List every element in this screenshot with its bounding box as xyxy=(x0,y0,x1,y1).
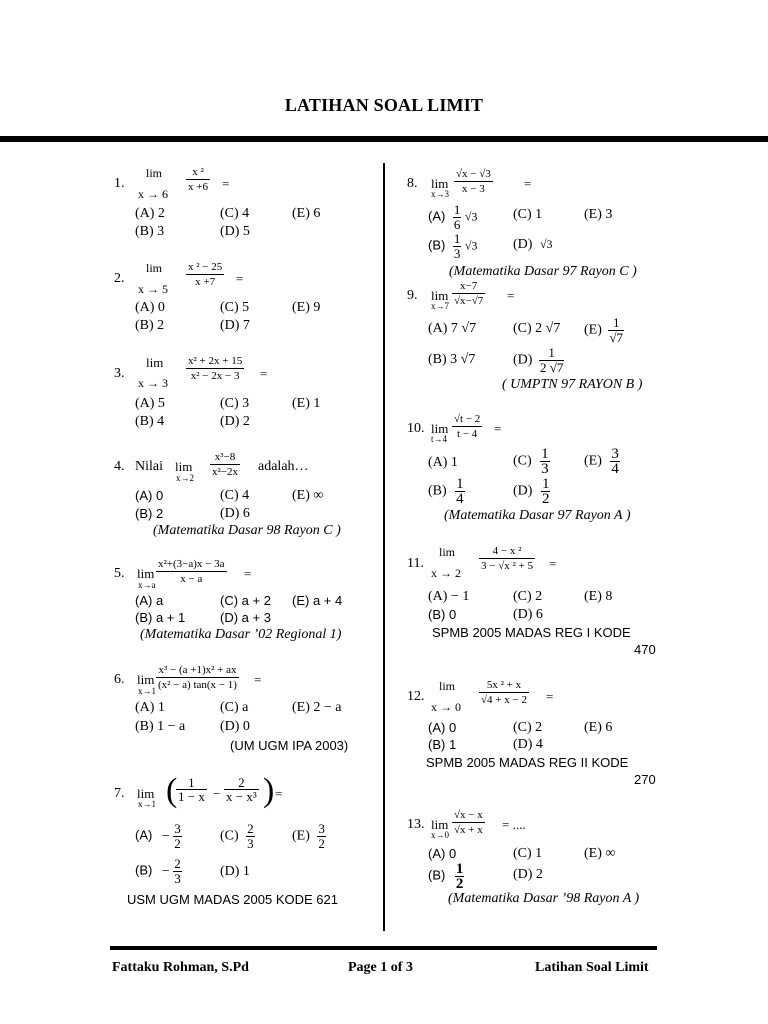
lim-sub: t→4 xyxy=(431,434,448,444)
option-d: (D) 2 xyxy=(220,414,250,429)
option-label: (E) xyxy=(584,453,602,469)
question-number: 12. xyxy=(407,689,425,704)
option-label: (B) xyxy=(428,867,446,883)
right-paren: ) xyxy=(263,772,275,809)
numerator: 3 xyxy=(318,821,325,836)
option-fraction xyxy=(455,862,465,891)
option-fraction xyxy=(173,857,182,886)
option-c: (C) 1 xyxy=(513,846,543,861)
numerator: 2 xyxy=(224,776,259,790)
option-b xyxy=(428,862,464,891)
option-b: (B) 4 xyxy=(135,414,165,429)
source-note: (Matematika Dasar 97 Rayon C ) xyxy=(449,264,637,279)
lim-sub: x→a xyxy=(138,580,156,590)
page-title: LATIHAN SOAL LIMIT xyxy=(284,95,484,115)
option-e: (E) 2 − a xyxy=(292,700,342,715)
denominator: 4 xyxy=(456,491,464,507)
option-a: (A) 0 xyxy=(428,720,457,735)
numerator: 4 − x ² xyxy=(479,545,535,559)
numerator: x ² − 25 xyxy=(188,261,223,273)
lim-sub: x → 0 xyxy=(431,700,461,714)
option-c: (C) 2 xyxy=(513,720,543,735)
numerator: √x − x xyxy=(454,809,483,821)
numerator: √t − 2 xyxy=(454,413,481,425)
option-e: (E) 1 xyxy=(292,396,321,411)
fraction xyxy=(156,664,239,692)
option-d xyxy=(513,346,564,375)
denominator: 4 xyxy=(611,461,619,477)
minus: − xyxy=(213,786,221,801)
option-c xyxy=(220,822,255,851)
column-divider xyxy=(383,163,385,931)
denominator: 6 xyxy=(453,217,461,232)
lim-label: lim xyxy=(431,176,449,191)
option-root: √3 xyxy=(464,238,478,253)
option-a: (A) 0 xyxy=(428,846,457,861)
option-c: (C) 5 xyxy=(220,300,250,315)
equals: = xyxy=(549,556,557,571)
option-d xyxy=(513,477,550,506)
numerator: 1 xyxy=(453,202,461,217)
option-d: (D) 0 xyxy=(220,719,250,734)
option-d: (D) 1 xyxy=(220,864,250,879)
option-label: (D) xyxy=(513,237,533,252)
question-text: Nilai xyxy=(135,459,163,474)
fraction xyxy=(156,558,227,586)
option-d: (D) 5 xyxy=(220,224,250,239)
option-a xyxy=(428,203,477,232)
option-d: (D) 6 xyxy=(220,506,250,521)
denominator: 2 √7 xyxy=(539,360,564,375)
source-note: (Matematika Dasar ’98 Rayon A ) xyxy=(448,891,640,906)
option-b: (B) 2 xyxy=(135,318,165,333)
source-note: (Matematika Dasar 97 Rayon A ) xyxy=(444,508,631,523)
option-a: (A) 0 xyxy=(135,300,165,315)
equals: = xyxy=(275,786,283,801)
equals: = xyxy=(260,366,268,381)
lim-sub: x → 6 xyxy=(138,187,168,201)
option-d: (D) 6 xyxy=(513,607,543,622)
option-b: (B) 1 − a xyxy=(135,719,186,734)
numerator: x³−8 xyxy=(210,451,240,465)
source-note: (Matematika Dasar ’02 Regional 1) xyxy=(140,627,342,642)
fraction xyxy=(186,261,224,289)
denominator: x − 3 xyxy=(462,183,485,195)
numerator: x−7 xyxy=(452,280,485,294)
numerator: 5x ² + x xyxy=(479,679,529,693)
option-root: √3 xyxy=(464,209,478,224)
question-number: 13. xyxy=(407,817,425,832)
question-number: 10. xyxy=(407,421,425,436)
option-a: (A) − 1 xyxy=(428,589,470,604)
numerator: x ² xyxy=(186,166,210,180)
denominator: 2 xyxy=(541,491,550,507)
option-a: (A) 5 xyxy=(135,396,165,411)
fraction xyxy=(479,679,529,707)
option-b: (B) 3 √7 xyxy=(428,352,476,367)
option-e xyxy=(584,447,620,476)
denominator: x² − 2x − 3 xyxy=(190,370,240,382)
lim-label: lim xyxy=(439,545,456,559)
numerator: 1 xyxy=(541,476,550,492)
source-note: (Matematika Dasar 98 Rayon C ) xyxy=(153,523,341,538)
lim-label: lim xyxy=(146,355,164,370)
option-e: (E) 8 xyxy=(584,589,613,604)
equals: = xyxy=(494,421,502,436)
denominator: 3 xyxy=(174,871,181,886)
fraction xyxy=(452,280,485,308)
source-note: (UM UGM IPA 2003) xyxy=(230,738,349,753)
numerator: x² + 2x + 15 xyxy=(188,355,243,367)
numerator: 2 xyxy=(174,856,181,871)
numerator: 1 xyxy=(453,231,461,246)
option-fraction xyxy=(539,346,564,375)
option-label: (E) xyxy=(584,322,602,338)
option-fraction xyxy=(453,232,462,261)
denominator: 2 xyxy=(174,836,181,851)
option-b: (B) 2 xyxy=(135,506,164,521)
option-a: (A) 2 xyxy=(135,206,165,221)
option-label: (D) xyxy=(513,352,533,368)
question-number: 3. xyxy=(114,366,125,381)
question-number: 11. xyxy=(407,556,424,571)
equals: = xyxy=(222,176,230,191)
numerator: x²+(3−a)x − 3a xyxy=(158,558,225,570)
numerator: 1 xyxy=(539,346,564,361)
question-number: 8. xyxy=(407,176,418,191)
lim-sub: x→2 xyxy=(176,473,194,483)
numerator: 1 xyxy=(608,316,624,331)
numerator: 1 xyxy=(456,476,464,492)
fraction xyxy=(186,166,210,194)
lim-label: lim xyxy=(439,679,456,693)
question-number: 7. xyxy=(114,786,125,801)
denominator: 2 xyxy=(455,876,464,892)
option-a xyxy=(135,822,182,851)
option-c: (C) 3 xyxy=(220,396,250,411)
equals: = xyxy=(236,271,244,286)
numerator: 1 xyxy=(541,446,549,462)
numerator: 1 xyxy=(455,861,464,877)
option-fraction xyxy=(608,316,624,345)
question-number: 4. xyxy=(114,459,125,474)
option-sign: − xyxy=(161,828,170,844)
equals: = xyxy=(546,689,554,704)
numerator: 3 xyxy=(174,821,181,836)
option-fraction xyxy=(540,447,550,476)
fraction xyxy=(454,168,493,196)
numerator: √x − √3 xyxy=(456,168,491,180)
fraction xyxy=(479,545,535,573)
option-e: (E) 6 xyxy=(292,206,321,221)
lim-sub: x→3 xyxy=(431,189,449,199)
option-b: (B) 3 xyxy=(135,224,165,239)
option-fraction xyxy=(453,203,462,232)
fraction xyxy=(186,355,244,383)
equals: = .... xyxy=(502,817,526,832)
option-c: (C) a xyxy=(220,700,249,715)
option-c xyxy=(513,447,550,476)
option-a: (A) 7 √7 xyxy=(428,321,477,336)
option-d: (D) 2 xyxy=(513,867,543,882)
option-b: (B) a + 1 xyxy=(135,610,186,625)
fraction xyxy=(210,451,240,479)
option-c: (C) 1 xyxy=(513,207,543,222)
option-c: (C) a + 2 xyxy=(220,593,271,608)
footer-rule xyxy=(110,946,657,950)
option-e: (E) 9 xyxy=(292,300,321,315)
question-number: 5. xyxy=(114,566,125,581)
footer-doc-title: Latihan Soal Limit xyxy=(535,960,649,975)
footer-page: Page 1 of 3 xyxy=(348,960,413,975)
option-sign: − xyxy=(161,863,170,879)
option-b: (B) 1 xyxy=(428,737,457,752)
option-a: (A) 1 xyxy=(135,700,165,715)
equals: = xyxy=(507,288,515,303)
option-b xyxy=(135,857,182,886)
numerator: x³ − (a +1)x² + ax xyxy=(156,664,239,678)
option-c: (C) 4 xyxy=(220,488,250,503)
option-d: (D) 4 xyxy=(513,737,543,752)
option-label: (B) xyxy=(135,862,153,878)
question-number: 1. xyxy=(114,176,125,191)
option-c: (C) 2 xyxy=(513,589,543,604)
option-e: (E) a + 4 xyxy=(292,593,343,608)
lim-label: lim xyxy=(146,261,163,275)
option-label: (A) xyxy=(135,827,153,843)
lim-sub: x → 2 xyxy=(431,566,461,580)
fraction xyxy=(452,413,482,441)
question-number: 2. xyxy=(114,271,125,286)
option-label: (E) xyxy=(292,828,310,844)
question-number: 9. xyxy=(407,288,418,303)
header-rule xyxy=(0,136,768,142)
option-fraction xyxy=(317,822,326,851)
denominator: x − a xyxy=(180,573,203,585)
denominator: 2 xyxy=(318,836,325,851)
option-label: (A) xyxy=(428,208,446,224)
footer-author: Fattaku Rohman, S.Pd xyxy=(112,960,249,975)
option-label: (C) xyxy=(513,453,532,469)
option-fraction xyxy=(455,477,465,506)
equals: = xyxy=(244,566,252,581)
question-text: adalah… xyxy=(258,459,309,474)
equals: = xyxy=(524,176,532,191)
option-a: (A) 1 xyxy=(428,455,458,470)
lim-label: lim xyxy=(431,817,449,832)
numerator: 3 xyxy=(611,446,619,462)
lim-label: lim xyxy=(431,421,449,436)
option-fraction xyxy=(610,447,620,476)
lim-label: lim xyxy=(137,566,155,581)
denominator: x²−2x xyxy=(212,466,239,478)
option-d xyxy=(513,237,553,253)
denominator: x − x³ xyxy=(226,789,257,804)
lim-sub: x→0 xyxy=(431,830,449,840)
lim-label: lim xyxy=(137,672,155,687)
option-e: (E) ∞ xyxy=(292,488,324,503)
option-c: (C) 4 xyxy=(220,206,250,221)
denominator: t − 4 xyxy=(457,428,478,440)
lim-sub: x→1 xyxy=(138,686,156,696)
left-paren: ( xyxy=(166,772,178,809)
denominator: √4 + x − 2 xyxy=(481,694,527,706)
denominator: 3 xyxy=(247,836,254,851)
option-e: (E) 6 xyxy=(584,720,613,735)
option-a: (A) 0 xyxy=(135,488,164,503)
source-note: USM UGM MADAS 2005 KODE 621 xyxy=(127,892,338,907)
option-a: (A) a xyxy=(135,593,164,608)
option-label: (C) xyxy=(220,828,239,844)
lim-label: lim xyxy=(146,166,163,180)
lim-sub: x→1 xyxy=(138,799,156,809)
fraction xyxy=(452,809,485,837)
option-d: (D) 7 xyxy=(220,318,250,333)
denominator: 3 xyxy=(541,461,549,477)
option-e: (E) 3 xyxy=(584,207,613,222)
denominator: (x² − a) tan(x − 1) xyxy=(158,679,237,691)
option-e: (E) ∞ xyxy=(584,846,616,861)
denominator: x +7 xyxy=(195,276,216,288)
option-label: (D) xyxy=(513,483,533,499)
lim-sub: x → 5 xyxy=(138,282,168,296)
denominator: 3 − √x ² + 5 xyxy=(481,560,533,572)
lim-label: lim xyxy=(431,288,449,303)
option-b xyxy=(428,232,477,261)
denominator: √x−√7 xyxy=(454,295,484,307)
lim-label: lim xyxy=(175,459,193,474)
denominator: √7 xyxy=(609,330,624,345)
option-fraction xyxy=(246,822,255,851)
lim-sub: x→7 xyxy=(431,301,449,311)
equals: = xyxy=(254,672,262,687)
option-label: (B) xyxy=(428,483,447,499)
numerator: 1 xyxy=(176,776,207,790)
fraction-1 xyxy=(176,776,207,804)
option-fraction xyxy=(173,822,182,851)
option-root: √3 xyxy=(539,237,553,251)
option-b xyxy=(428,477,465,506)
option-label: (B) xyxy=(428,237,446,253)
option-b: (B) 0 xyxy=(428,607,457,622)
option-d: (D) a + 3 xyxy=(220,610,271,625)
source-note: ( UMPTN 97 RAYON B ) xyxy=(502,377,643,392)
option-e xyxy=(584,316,624,345)
lim-label: lim xyxy=(137,786,155,801)
option-fraction xyxy=(541,477,551,506)
fraction-2 xyxy=(224,776,259,804)
numerator: 2 xyxy=(247,821,254,836)
lim-sub: x → 3 xyxy=(138,376,168,390)
denominator: x +6 xyxy=(188,181,208,193)
denominator: √x + x xyxy=(454,824,483,836)
option-c: (C) 2 √7 xyxy=(513,321,561,336)
source-note: SPMB 2005 MADAS REG I KODE xyxy=(432,625,631,640)
option-e xyxy=(292,822,326,851)
source-note: SPMB 2005 MADAS REG II KODE xyxy=(426,755,629,770)
source-code: 470 xyxy=(634,642,656,657)
denominator: 1 − x xyxy=(178,789,205,804)
question-number: 6. xyxy=(114,672,125,687)
denominator: 3 xyxy=(453,246,461,261)
source-code: 270 xyxy=(634,772,656,787)
